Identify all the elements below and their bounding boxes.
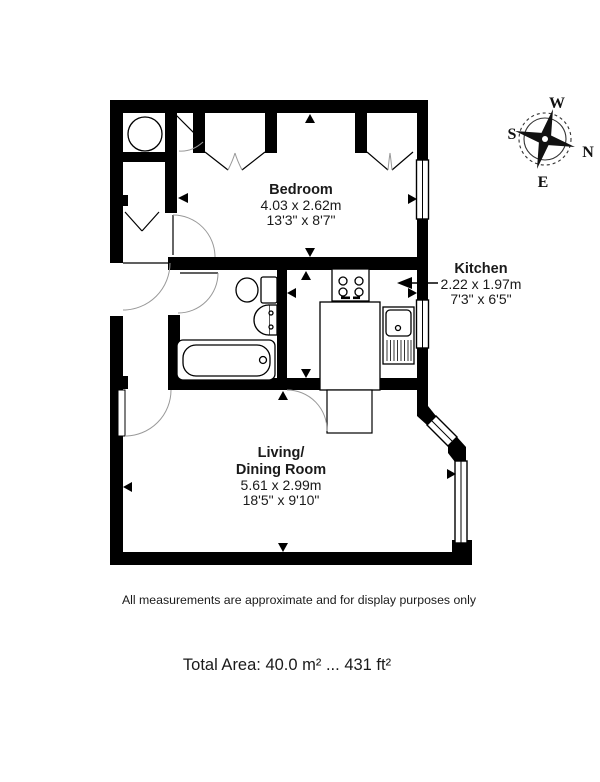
kitchen-window	[417, 300, 429, 348]
wall-cupboard-divider	[120, 152, 177, 162]
total-area-text: Total Area: 40.0 m² ... 431 ft²	[182, 656, 392, 674]
living-dims-imperial: 18'5" x 9'10"	[242, 492, 320, 508]
boiler-tank-icon	[128, 117, 162, 151]
living-dims-metric: 5.61 x 2.99m	[240, 477, 322, 493]
kitchen-name: Kitchen	[454, 261, 508, 277]
wall-left-lower	[110, 316, 123, 565]
living-arrow-up	[278, 391, 288, 400]
kitchen-arrow-left	[287, 288, 296, 298]
living-label	[236, 445, 326, 508]
bedroom-arrow-up	[305, 114, 315, 123]
hall-living-door	[118, 390, 171, 436]
kitchen-arrow-up	[301, 271, 311, 280]
bedroom-arrow-right	[408, 194, 417, 204]
wardrobe1-stub-right	[265, 113, 277, 153]
bathroom-door	[178, 273, 218, 313]
living-window	[455, 461, 467, 543]
living-arrow-down	[278, 543, 288, 552]
kitchen-arrow-down	[301, 369, 311, 378]
wall-bathroom-kitchen-divider	[277, 270, 287, 378]
bay-diagonal-window	[427, 416, 457, 446]
wall-bay-corner-bottom	[452, 540, 472, 565]
bathtub-icon	[177, 340, 275, 380]
wall-hall-nub	[113, 195, 128, 206]
bedroom-dims-metric: 4.03 x 2.62m	[260, 197, 342, 213]
kitchen-arrow-right	[408, 288, 417, 298]
hob-icon	[332, 269, 369, 301]
disclaimer-text: All measurements are approximate and for display purposes only	[121, 593, 477, 607]
toilet-icon	[236, 277, 277, 303]
wardrobe2-stub-left	[355, 113, 367, 153]
bedroom-dims-imperial: 13'3" x 8'7"	[266, 212, 336, 228]
wardrobe1-doors	[205, 152, 265, 170]
bedroom-name: Bedroom	[269, 182, 333, 198]
wall-top	[110, 100, 428, 113]
hall-closet-doors	[125, 212, 159, 231]
bedroom-arrow-left	[178, 193, 188, 203]
compass-west: W	[549, 95, 565, 112]
compass-south: S	[507, 126, 517, 143]
living-arrow-left	[123, 482, 132, 492]
compass-north: N	[582, 144, 594, 161]
entrance-door	[123, 263, 170, 310]
wall-left-upper	[110, 100, 123, 263]
basin-icon	[254, 305, 277, 335]
sink-drainer-icon	[383, 307, 414, 364]
kitchen-dims-imperial: 7'3" x 6'5"	[450, 291, 512, 307]
bedroom-window	[417, 160, 429, 219]
wall-bottom	[110, 552, 472, 565]
wardrobe2-doors	[367, 152, 413, 170]
kitchen-label	[441, 261, 522, 307]
bedroom-arrow-down	[305, 248, 315, 257]
living-name-line1: Living/	[257, 445, 305, 461]
wall-cupboard-right	[165, 113, 177, 213]
compass-rose	[508, 95, 595, 191]
wall-bedroom-bottom	[168, 257, 417, 270]
kitchen-dims-metric: 2.22 x 1.97m	[440, 276, 522, 292]
bedroom-label	[261, 182, 342, 228]
kitchen-counter-icon	[320, 302, 380, 390]
compass-east: E	[537, 174, 549, 191]
living-name-line2: Dining Room	[235, 462, 327, 478]
kitchen-door	[287, 390, 372, 433]
compass-hub	[542, 136, 548, 142]
bedroom-door	[173, 215, 215, 257]
wall-right	[417, 100, 428, 412]
wall-left-nub	[123, 376, 128, 389]
